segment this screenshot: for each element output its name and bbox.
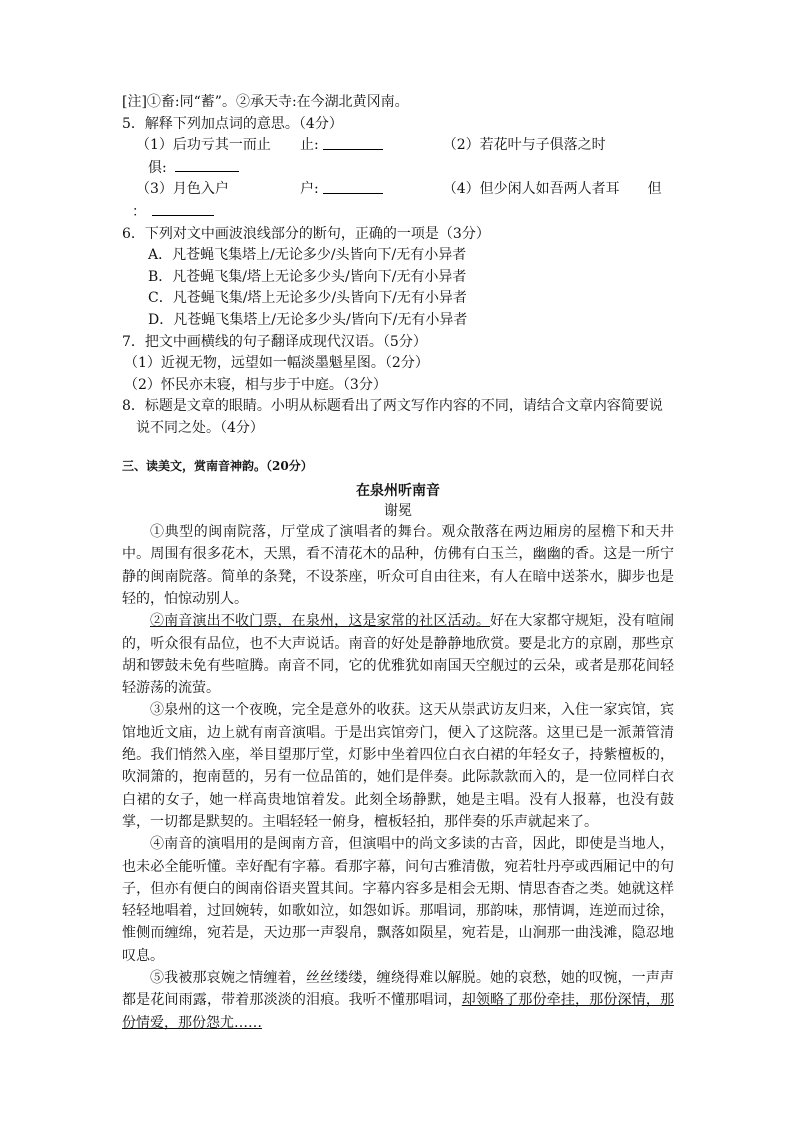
q7-sentence-1: （1）近视无物，远望如一幅淡墨魁星图。（2分） xyxy=(124,355,429,372)
article-title: 在泉州听南音 xyxy=(356,483,440,500)
article-paragraph-2 xyxy=(122,610,674,699)
question-5-row-4 xyxy=(122,201,674,224)
question-8-line-2: 说不同之处。（4分） xyxy=(136,419,264,436)
article-paragraph-5 xyxy=(122,967,674,1034)
question-5-row-3 xyxy=(122,179,674,201)
question-5-row-2 xyxy=(122,157,674,180)
q5-blank-4[interactable] xyxy=(152,201,214,216)
question-8-line-1: 8．标题是文章的眼睛。小明从标题看出了两文写作内容的不同，请结合文章内容简要说 xyxy=(122,398,663,415)
q6-option-c: C．凡苍蝇飞集/塔上无论多少/头皆向下/无有小异者 xyxy=(148,290,467,307)
underlined-sentence-2: ②南音演出不收门票，在泉州，这是家常的社区活动。 xyxy=(150,613,490,630)
article-paragraph-1: ①典型的闽南院落，厅堂成了演唱者的舞台。观众散落在两边厢房的屋檐下和天井中。周围有很多花木，天黑，看不清花木的品种，仿佛有白玉兰，幽幽的香。这是一所宁静的闽南院落。简单的条凳，不设茶座，听众可自由往来，有人在暗中送茶水，脚步也是轻的，怕惊动别人。 xyxy=(122,524,674,607)
q5-blank-1[interactable] xyxy=(323,135,383,150)
q5-blank-3[interactable] xyxy=(323,179,383,194)
q7-sentence-2: （2）怀民亦未寝，相与步于中庭。（3分） xyxy=(124,376,387,393)
q5-blank-2[interactable] xyxy=(175,157,239,172)
q5-item-1-key: 止: xyxy=(300,137,319,154)
paragraph-5-start: ⑤我被那哀婉之情缠着，丝丝缕缕，缠绕得难以解脱。她的哀愁，她的叹惋，一声声都是花间雨露，带着那淡淡的泪痕。我听不懂那唱词， xyxy=(122,970,674,1009)
section-3-heading: 三、读美文，赏南音神韵。（20分） xyxy=(122,458,313,473)
q5-item-4-tail: 但 xyxy=(647,181,662,198)
underlined-sentence-5: 却领略了那份牵挂，那份深情，那份情爱，那份怨尤…… xyxy=(122,992,675,1031)
question-5-row-1 xyxy=(122,135,674,157)
question-7-stem: 7．把文中画横线的句子翻译成现代汉语。（5分） xyxy=(122,333,427,350)
q5-item-2-key: 俱: xyxy=(148,159,167,176)
q5-item-3-key: 户: xyxy=(300,181,319,198)
q6-option-d: D．凡苍蝇飞集塔上/无论多少头/皆向下/无有小异者 xyxy=(148,311,468,328)
q5-item-4-key: ： xyxy=(132,203,146,220)
page-content xyxy=(122,92,674,1034)
q5-item-3: （3）月色入户 xyxy=(136,181,229,198)
question-5-stem: 5．解释下列加点词的意思。（4分） xyxy=(122,115,343,132)
annotation-note: [注]①畜:同“蓄”。②承天寺:在今湖北黄冈南。 xyxy=(122,94,409,110)
article-paragraph-3: ③泉州的这一个夜晚，完全是意外的收获。这天从崇武访友归来，入住一家宾馆，宾馆地近文庙，边上就有南音演唱。于是出宾馆旁门，便入了这院落。这里已是一派萧管清绝。我们悄然入座，举目望那厅堂，灯影中坐着四位白衣白裙的年轻女子，持紫檀板的，吹洞箫的，抱南琶的，另有一位品笛的，她们是伴奏。此际款款而入的，是一位同样白衣白裙的女子，她一样高贵地馆着发。此刻全场静默，她是主唱。没有人报幕，也没有鼓掌，一切都是默契的。主唱轻轻一俯身，檀板轻拍，那伴奏的乐声就起来了。 xyxy=(122,702,674,830)
question-6-stem: 6．下列对文中画波浪线部分的断句，正确的一项是（3分） xyxy=(122,225,490,242)
q5-item-2: （2）若花叶与子俱落之时 xyxy=(442,137,606,154)
q6-option-a: A．凡苍蝇飞集塔上/无论多少/头皆向下/无有小异者 xyxy=(148,247,467,264)
q6-option-b: B．凡苍蝇飞集/塔上无论多少头/皆向下/无有小异者 xyxy=(148,268,467,285)
article-paragraph-4: ④南音的演唱用的是闽南方音，但演唱中的尚文多读的古音，因此，即使是当地人，也未必全能听懂。幸好配有字幕。看那字幕，问句古雅清傲，宛若牡丹亭或西厢记中的句子，但亦有便白的闽南俗语夹置其间。字幕内容多是相会无期、情思杳杳之类。她就这样轻轻地唱着，过回婉转，如歌如泣，如怨如诉。那唱词，那韵味，那情调，连逆而过徐，惟侧而缠绵，宛若是，天边那一声裂帛，飘落如陨星，宛若是，山涧那一曲浅滩，隐忍地叹息。 xyxy=(122,836,674,964)
q5-item-1: （1）后功亏其一而止 xyxy=(136,137,271,154)
article-author: 谢冕 xyxy=(384,503,412,520)
q5-item-4: （4）但少闲人如吾两人者耳 xyxy=(442,181,620,198)
paragraph-2-rest: 好在大家都守规矩，没有喧闹的，听众很有品位，也不大声说话。南音的好处是静静地欣赏。要是北方的京剧，那些京胡和锣鼓未免有些喧腾。南音不同，它的优雅犹如南国天空舰过的云朵，或者是那花间轻轻游荡的流萤。 xyxy=(122,613,674,697)
